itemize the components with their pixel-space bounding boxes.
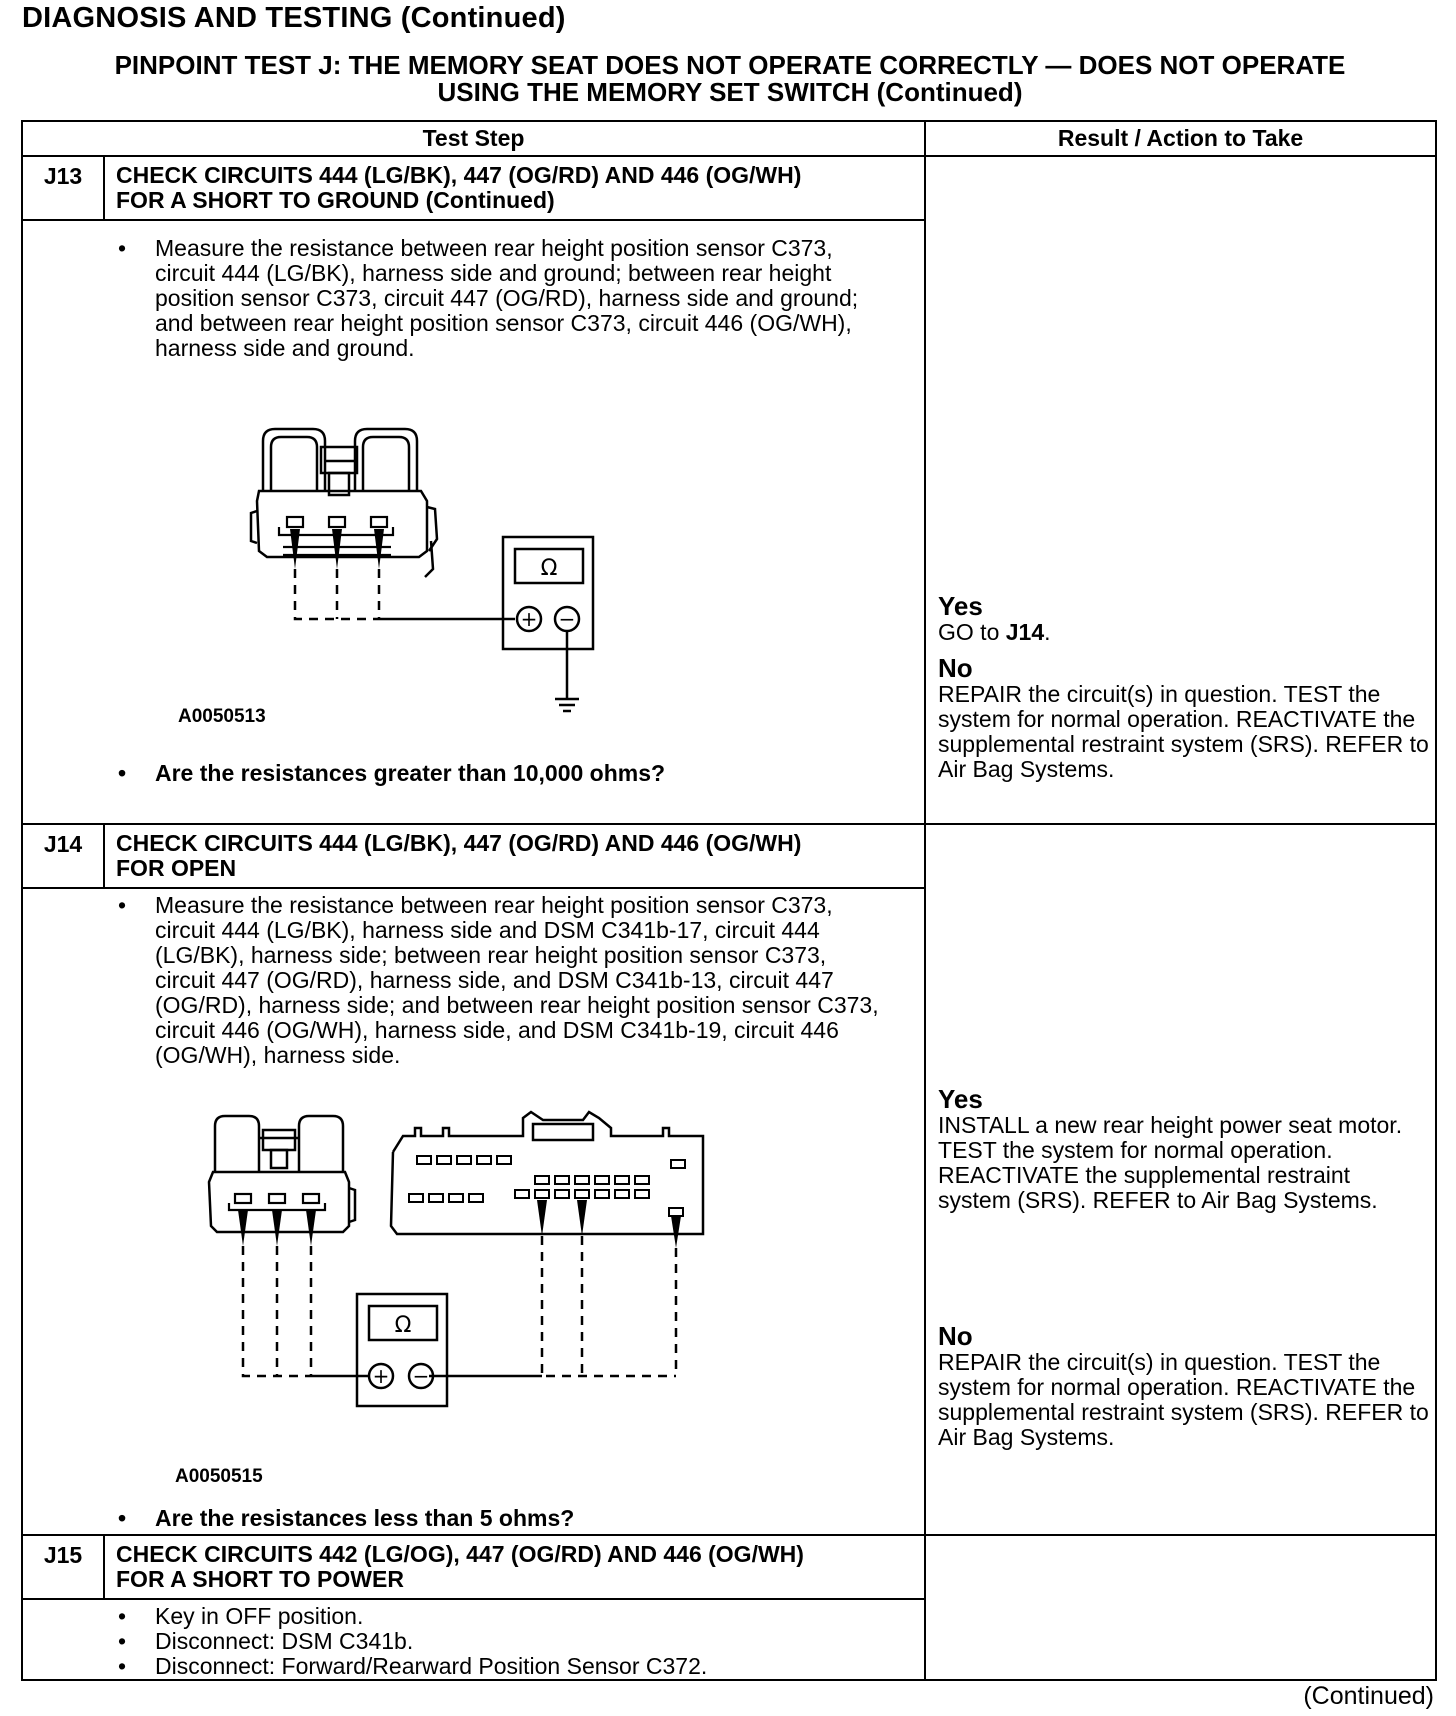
negative-terminal: − [558,607,576,631]
step-id: J15 [22,1535,104,1599]
step-j13-header-row [22,156,1436,220]
pinpoint-test-title [30,52,1430,106]
step-j14-result [925,824,1436,1535]
wiring-figure-a0050515 [63,1068,914,1504]
yes-label: Yes [938,1084,983,1114]
no-label: No [938,653,973,683]
instruction-bullet: • Key in OFF position. [23,1604,914,1629]
figure-caption: A0050513 [178,706,266,727]
dsm-connector [391,1112,703,1234]
negative-terminal: − [412,1364,430,1388]
instruction-bullet: • Measure the resistance between rear height position sensor C373, circuit 444 (LG/BK), harness side and DSM C341b-17, circuit 444 (LG/BK), harness side; between rear height position sensor C373, circuit 447 (OG/RD), harness side, and DSM C341b-13, circuit 447 (OG/RD), harness side; and between rear height position sensor C373, circuit 446 (OG/WH), harness side, and DSM C341b-19, circuit 446 (OG/WH), harness side. [23,893,914,1068]
meter-ohm-symbol: Ω [394,1313,412,1338]
step-j14-header-row [22,824,1436,888]
step-title-line1: CHECK CIRCUITS 444 (LG/BK), 447 (OG/RD) AND 446 (OG/WH) [116,830,802,856]
yes-block [938,592,1429,645]
test-title-line1: PINPOINT TEST J: THE MEMORY SEAT DOES NOT OPERATE CORRECTLY — DOES NOT OPERATE [114,50,1346,80]
step-title-line2: FOR A SHORT TO GROUND (Continued) [116,187,555,213]
step-id: J14 [22,824,104,888]
no-block [938,1322,1429,1450]
step-title [104,1535,925,1599]
step-j15-header-row [22,1535,1436,1599]
table-header-row [22,121,1436,156]
no-block [938,654,1429,782]
sensor-connector [209,1116,355,1232]
yes-block [938,1085,1429,1213]
continued-footer: (Continued) [1303,1682,1434,1710]
yes-action: INSTALL a new rear height power seat motor. TEST the system for normal operation. REACTIVATE the supplemental restraint system (SRS). REFER to Air Bag Systems. [938,1112,1403,1213]
meter-ohm-symbol: Ω [540,556,558,581]
positive-terminal: + [372,1364,390,1388]
step-j13-body [22,220,925,824]
ohmmeter [357,1294,447,1406]
ohmmeter-diagram [63,1098,783,1498]
yes-action: GO to J14. [938,619,1051,645]
test-title-line2: USING THE MEMORY SET SWITCH (Continued) [437,77,1023,107]
wiring-figure-a0050513 [143,361,914,761]
figure-caption: A0050515 [175,1466,263,1487]
col-header-test-step: Test Step [22,121,925,156]
step-title-line1: CHECK CIRCUITS 444 (LG/BK), 447 (OG/RD) AND 446 (OG/WH) [116,162,802,188]
page-header: DIAGNOSIS AND TESTING (Continued) [22,2,566,34]
question-bullet: • Are the resistances less than 5 ohms? [23,1506,914,1531]
col-header-result: Result / Action to Take [925,121,1436,156]
no-action: REPAIR the circuit(s) in question. TEST the system for normal operation. REACTIVATE the supplemental restraint system (SRS). REFER to Air Bag Systems. [938,1349,1429,1450]
probe-tips [238,1200,681,1248]
ground-symbol-icon [555,631,579,711]
instruction-bullet: • Measure the resistance between rear height position sensor C373, circuit 444 (LG/BK), harness side and ground; between rear height position sensor C373, circuit 447 (OG/RD), harness side and ground; and between rear height position sensor C373, circuit 446 (OG/WH), harness side and ground. [23,236,914,361]
step-title [104,156,925,220]
question-bullet: • Are the resistances greater than 10,000 ohms? [23,761,914,786]
ohmmeter [503,537,593,649]
step-title-line2: FOR OPEN [116,855,237,881]
step-title [104,824,925,888]
step-title-line2: FOR A SHORT TO POWER [116,1566,404,1592]
step-j15-result [925,1535,1436,1680]
step-j14-body [22,888,925,1535]
dashed-leads [295,569,379,619]
no-action: REPAIR the circuit(s) in question. TEST the system for normal operation. REACTIVATE the supplemental restraint system (SRS). REFER to Air Bag Systems. [938,681,1429,782]
pinpoint-test-table [21,120,1437,1681]
dsm-pins [409,1156,685,1216]
instruction-bullet: • Disconnect: DSM C341b. [23,1629,914,1654]
step-id: J13 [22,156,104,220]
no-label: No [938,1321,973,1351]
step-title-line1: CHECK CIRCUITS 442 (LG/OG), 447 (OG/RD) AND 446 (OG/WH) [116,1541,804,1567]
dashed-leads [243,1236,676,1376]
positive-terminal: + [520,607,538,631]
instruction-bullet: • Disconnect: Forward/Rearward Position Sensor C372. [23,1654,914,1679]
step-j15-body [22,1599,925,1680]
yes-label: Yes [938,591,983,621]
connector-pins [229,1194,325,1210]
step-j13-result [925,156,1436,824]
